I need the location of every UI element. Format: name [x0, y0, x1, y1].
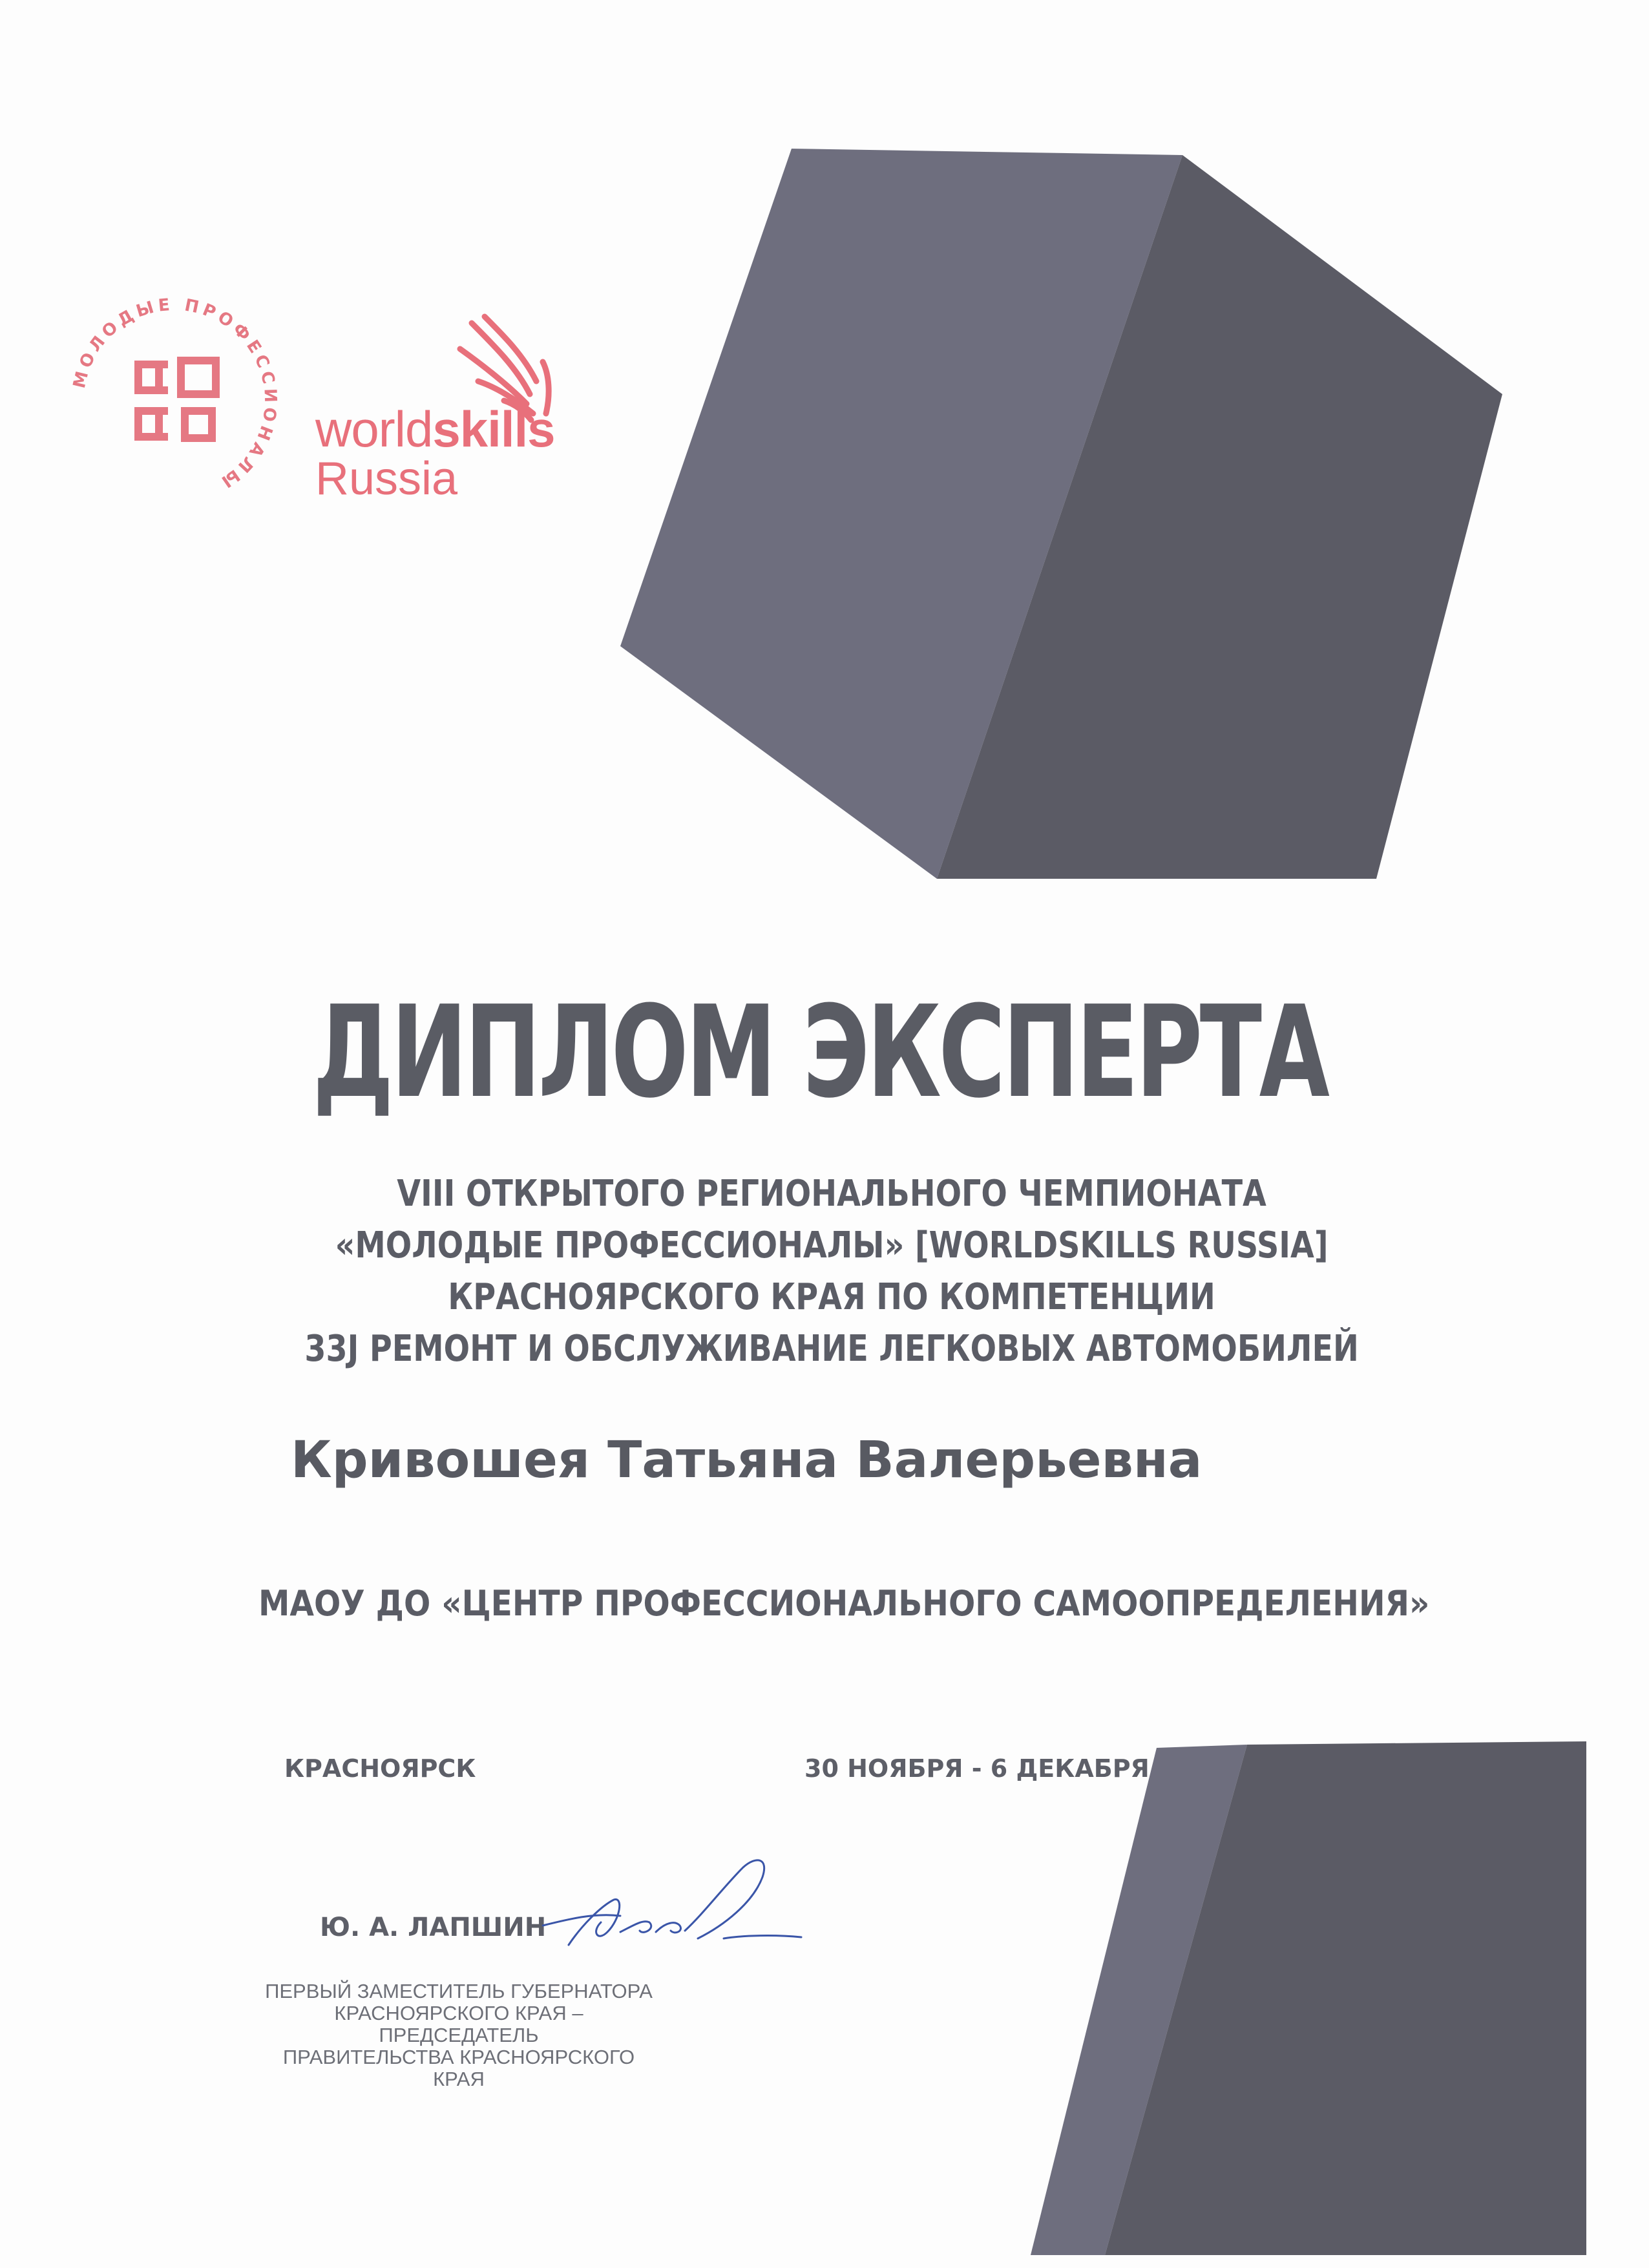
subtitle-line-1: VIII ОТКРЫТОГО РЕГИОНАЛЬНОГО ЧЕМПИОНАТА: [397, 1173, 1266, 1215]
ws-skills: skills: [432, 401, 555, 457]
organization: МАОУ ДО «ЦЕНТР ПРОФЕССИОНАЛЬНОГО САМООПРЕДЕЛЕНИЯ»: [258, 1583, 1430, 1624]
diploma-title: ДИПЛОМ ЭКСПЕРТА: [312, 979, 1327, 1126]
subtitle-line-4: 33J РЕМОНТ И ОБСЛУЖИВАНИЕ ЛЕГКОВЫХ АВТОМОБИЛЕЙ: [304, 1328, 1359, 1370]
svg-text:МОЛОДЫЕ ПРОФЕССИОНАЛЫ: [70, 295, 280, 494]
young-professionals-logo: [58, 284, 291, 517]
signer-position-line-3: ПРАВИТЕЛЬСТВА КРАСНОЯРСКОГО КРАЯ: [282, 2046, 635, 2090]
handwritten-signature: [530, 1848, 814, 1971]
signer-position-line-1: ПЕРВЫЙ ЗАМЕСТИТЕЛЬ ГУБЕРНАТОРА: [265, 1980, 653, 2002]
subtitle-line-2: «МОЛОДЫЕ ПРОФЕССИОНАЛЫ» [WORLDSKILLS RUSSIA]: [335, 1224, 1329, 1266]
ws-russia: Russia: [315, 453, 458, 505]
signer-position: [265, 1980, 653, 2090]
city: КРАСНОЯРСК: [284, 1754, 476, 1783]
subtitle-line-3: КРАСНОЯРСКОГО КРАЯ ПО КОМПЕТЕНЦИИ: [448, 1276, 1215, 1318]
logo-ring-text: МОЛОДЫЕ ПРОФЕССИОНАЛЫ: [69, 295, 280, 494]
signer-name: Ю. А. ЛАПШИН: [320, 1913, 547, 1942]
ws-world: world: [315, 401, 433, 457]
signer-position-line-2: КРАСНОЯРСКОГО КРАЯ – ПРЕДСЕДАТЕЛЬ: [334, 2002, 583, 2046]
worldskills-logo-text: [315, 401, 555, 505]
recipient-name: Кривошея Татьяна Валерьевна: [291, 1431, 1203, 1489]
event-dates: 30 НОЯБРЯ - 6 ДЕКАБРЯ: [804, 1754, 1150, 1783]
